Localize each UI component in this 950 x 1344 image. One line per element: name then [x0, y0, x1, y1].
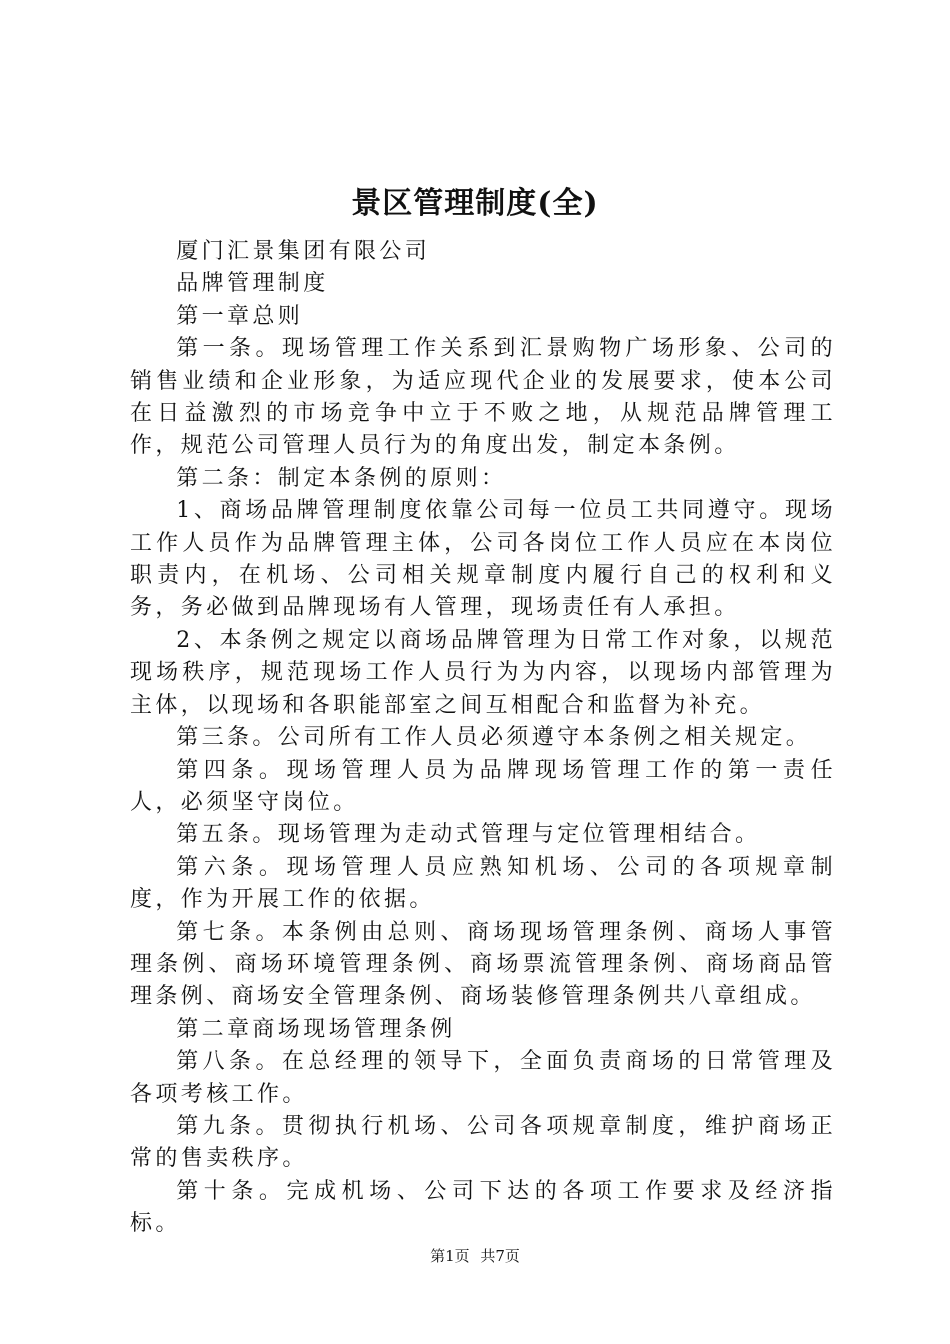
article-paragraph: 第三条。公司所有工作人员必须遵守本条例之相关规定。	[176, 725, 812, 751]
article-paragraph: 第六条。现场管理人员应熟知机场、公司的各项规章制度，作为开展工作的依据。	[130, 854, 836, 913]
page-number-current: 第1页	[430, 1247, 470, 1265]
clause-paragraph: 2、本条例之规定以商场品牌管理为日常工作对象，以规范现场秩序，规范现场工作人员行为为内容，以现场内部管理为主体，以现场和各职能部室之间互相配合和监督为补充。	[130, 627, 836, 718]
article-paragraph: 第九条。贯彻执行机场、公司各项规章制度，维护商场正常的售卖秩序。	[130, 1113, 836, 1172]
article-paragraph: 第五条。现场管理为走动式管理与定位管理相结合。	[176, 822, 761, 848]
article-paragraph: 第四条。现场管理人员为品牌现场管理工作的第一责任人，必须坚守岗位。	[130, 757, 836, 815]
page-number-total: 共7页	[480, 1247, 520, 1265]
regulation-name-line: 品牌管理制度	[176, 271, 329, 297]
article-paragraph: 第一条。现场管理工作关系到汇景购物广场形象、公司的销售业绩和企业形象，为适应现代企业的发展要求，使本公司在日益激烈的市场竞争中立于不败之地，从规范品牌管理工作，规范公司管理人员行为的角度出发，制定本条例。	[130, 336, 836, 459]
company-name-line: 厦门汇景集团有限公司	[176, 239, 431, 264]
page-footer	[0, 1246, 950, 1266]
clause-paragraph: 1、商场品牌管理制度依靠公司每一位员工共同遵守。现场工作人员作为品牌管理主体，公司各岗位工作人员应在本岗位职责内，在机场、公司相关规章制度内履行自己的权利和义务，务必做到品牌现场有人管理，现场责任有人承担。	[130, 498, 836, 621]
chapter-heading: 第二章商场现场管理条例	[176, 1016, 456, 1042]
article-paragraph: 第二条：制定本条例的原则：	[176, 465, 507, 491]
document-title: 景区管理制度(全)	[351, 186, 599, 221]
chapter-heading: 第一章总则	[176, 303, 304, 329]
article-paragraph: 第八条。在总经理的领导下，全面负责商场的日常管理及各项考核工作。	[130, 1049, 836, 1107]
document-body	[130, 236, 836, 1241]
article-paragraph: 第七条。本条例由总则、商场现场管理条例、商场人事管理条例、商场环境管理条例、商场票流管理条例、商场商品管理条例、商场安全管理条例、商场装修管理条例共八章组成。	[130, 919, 836, 1010]
article-paragraph: 第十条。完成机场、公司下达的各项工作要求及经济指标。	[130, 1178, 836, 1237]
